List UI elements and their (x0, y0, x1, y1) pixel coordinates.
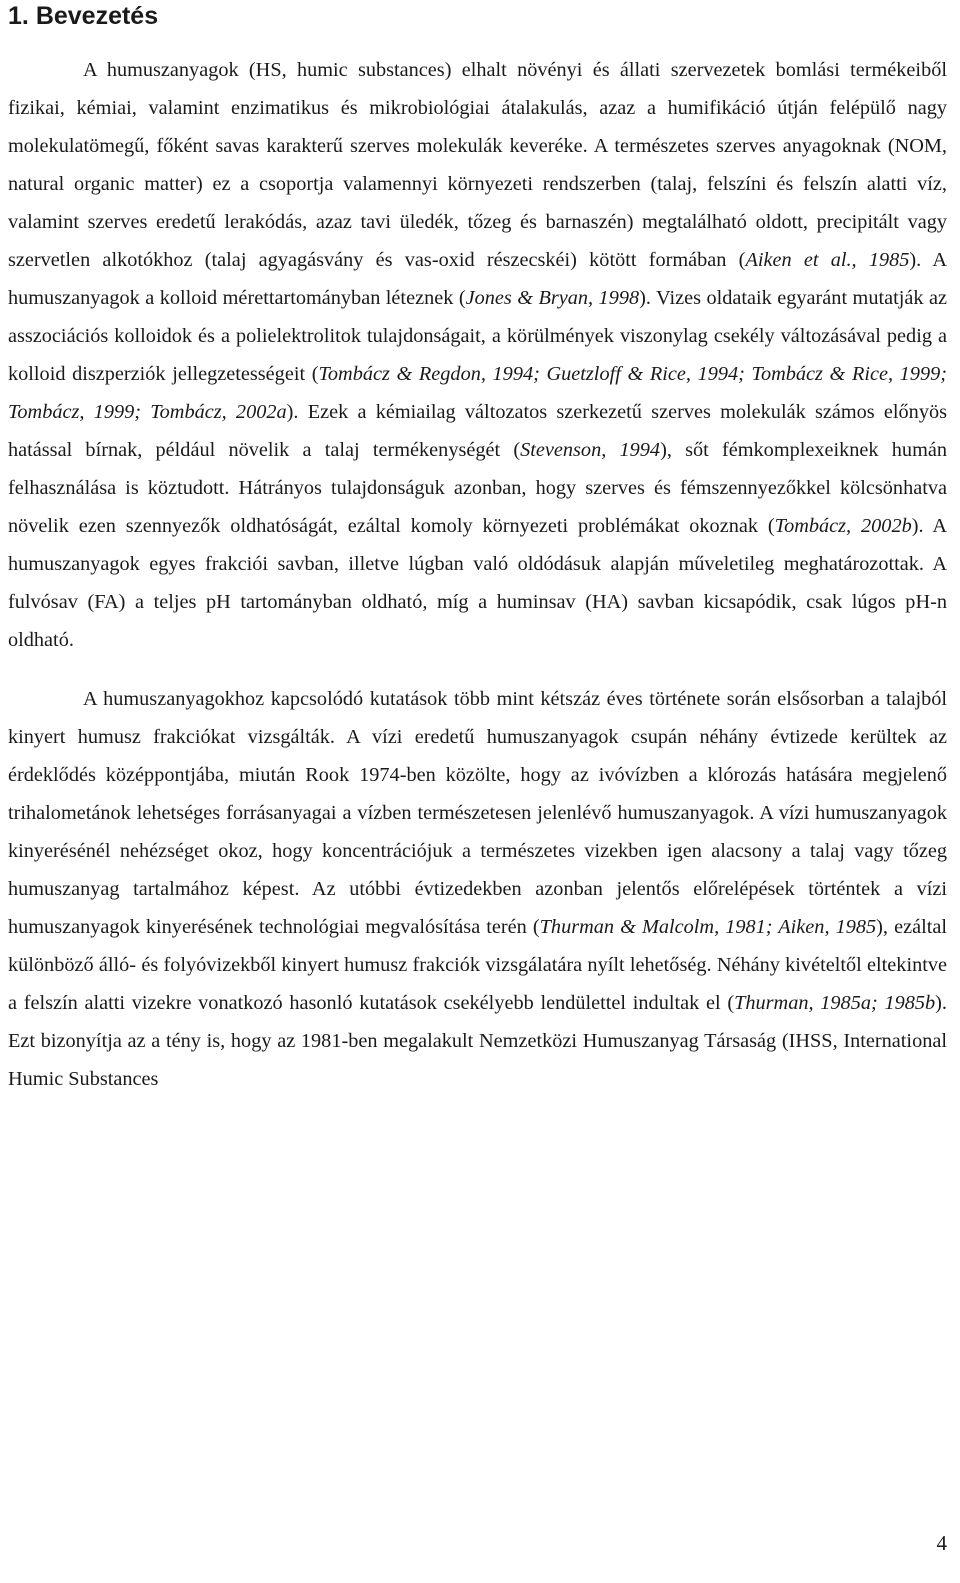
paragraph-2 (8, 680, 947, 1098)
citation-text: Thurman, 1985a; 1985b (734, 992, 936, 1014)
citation-text: Aiken et al., 1985 (745, 249, 910, 271)
citation-text: Stevenson, 1994 (520, 439, 661, 461)
body-text: A humuszanyagokhoz kapcsolódó kutatások több mint kétszáz éves története során elsősorban a talajból kinyert humusz frakciókat vizsgálták. A vízi eredetű humuszanyagok csupán néhány évtizede kerültek az érdeklődés középpontjába, miután Rook 1974-ben közölte, hogy az ivóvízben a klórozás hatására megjelenő trihalometánok lehetséges forrásanyagai a vízben természetesen jelenlévő humuszanyagok. A vízi humuszanyagok kinyerésénél nehézséget okoz, hogy koncentrációjuk a természetes vizekben igen alacsony a talaj vagy tőzeg humuszanyag tartalmához képest. Az utóbbi évtizedekben azonban jelentős előrelépések történtek a vízi humuszanyagok kinyerésének technológiai megvalósítása terén ( (8, 688, 947, 938)
citation-text: Thurman & Malcolm, 1981; Aiken, 1985 (539, 916, 877, 938)
citation-text: Tombácz, 2002b (774, 515, 912, 537)
body-text: ), ezáltal különböző álló- és folyóvizekből kinyert humusz frakciók vizsgálatára nyílt lehetőség. Néhány kivételtől eltekintve a felszín alatti vizekre vonatkozó hasonló kutatások csekélyebb lendülettel indultak el ( (8, 916, 947, 1014)
citation-text: Tombácz & Regdon, 1994; Guetzloff & Rice, 1994; Tombácz & Rice, 1999; Tombácz, 1999; Tombácz, 2002a (8, 363, 947, 423)
paragraph-1 (8, 51, 947, 659)
page-number: 4 (936, 1531, 947, 1555)
body-text: ). Vizes oldataik egyaránt mutatják az asszociációs kolloidok és a polielektrolitok tulajdonságait, a körülmények viszonylag csekély változásával pedig a kolloid diszperziók jellegzetességeit ( (8, 287, 947, 385)
body-text: ), sőt fémkomplexeiknek humán felhasználása is köztudott. Hátrányos tulajdonságuk azonban, hogy szerves és fémszennyezőkkel kölcsönhatva növelik ezen szennyezők oldhatóságát, ezáltal komoly környezeti problémákat okoznak ( (8, 439, 947, 537)
section-heading (8, 0, 947, 44)
section-number: 1. (8, 2, 29, 30)
body-text: A humuszanyagok (HS, humic substances) elhalt növényi és állati szervezetek bomlási termékeiből fizikai, kémiai, valamint enzimatikus és mikrobiológiai átalakulás, azaz a humifikáció útján felépülő nagy molekulatömegű, főként savas karakterű szerves molekulák keveréke. A természetes szerves anyagoknak (NOM, natural organic matter) ez a csoportja valamennyi környezeti rendszerben (talaj, felszíni és felszín alatti víz, valamint szerves eredetű lerakódás, azaz tavi üledék, tőzeg és barnaszén) megtalálható oldott, precipitált vagy szervetlen alkotókhoz (talaj agyagásvány és vas-oxid részecskéi) kötött formában ( (8, 59, 947, 271)
body-text: ). Ezt bizonyítja az a tény is, hogy az 1981-ben megalakult Nemzetközi Humuszanyag Társaság (IHSS, International Humic Substances (8, 992, 947, 1090)
body-text: ). A humuszanyagok egyes frakciói savban, illetve lúgban való oldódásuk alapján műveletileg meghatározottak. A fulvósav (FA) a teljes pH tartományban oldható, míg a huminsav (HA) savban kicsapódik, csak lúgos pH-n oldható. (8, 515, 947, 651)
body-text: ). A humuszanyagok a kolloid mérettartományban léteznek ( (8, 249, 948, 309)
body-text: ). Ezek a kémiailag változatos szerkezetű szerves molekulák számos előnyös hatással bírnak, például növelik a talaj termékenységét ( (8, 401, 947, 461)
citation-text: Jones & Bryan, 1998 (465, 287, 640, 309)
document-page (8, 0, 947, 1098)
section-title: Bevezetés (35, 2, 159, 30)
